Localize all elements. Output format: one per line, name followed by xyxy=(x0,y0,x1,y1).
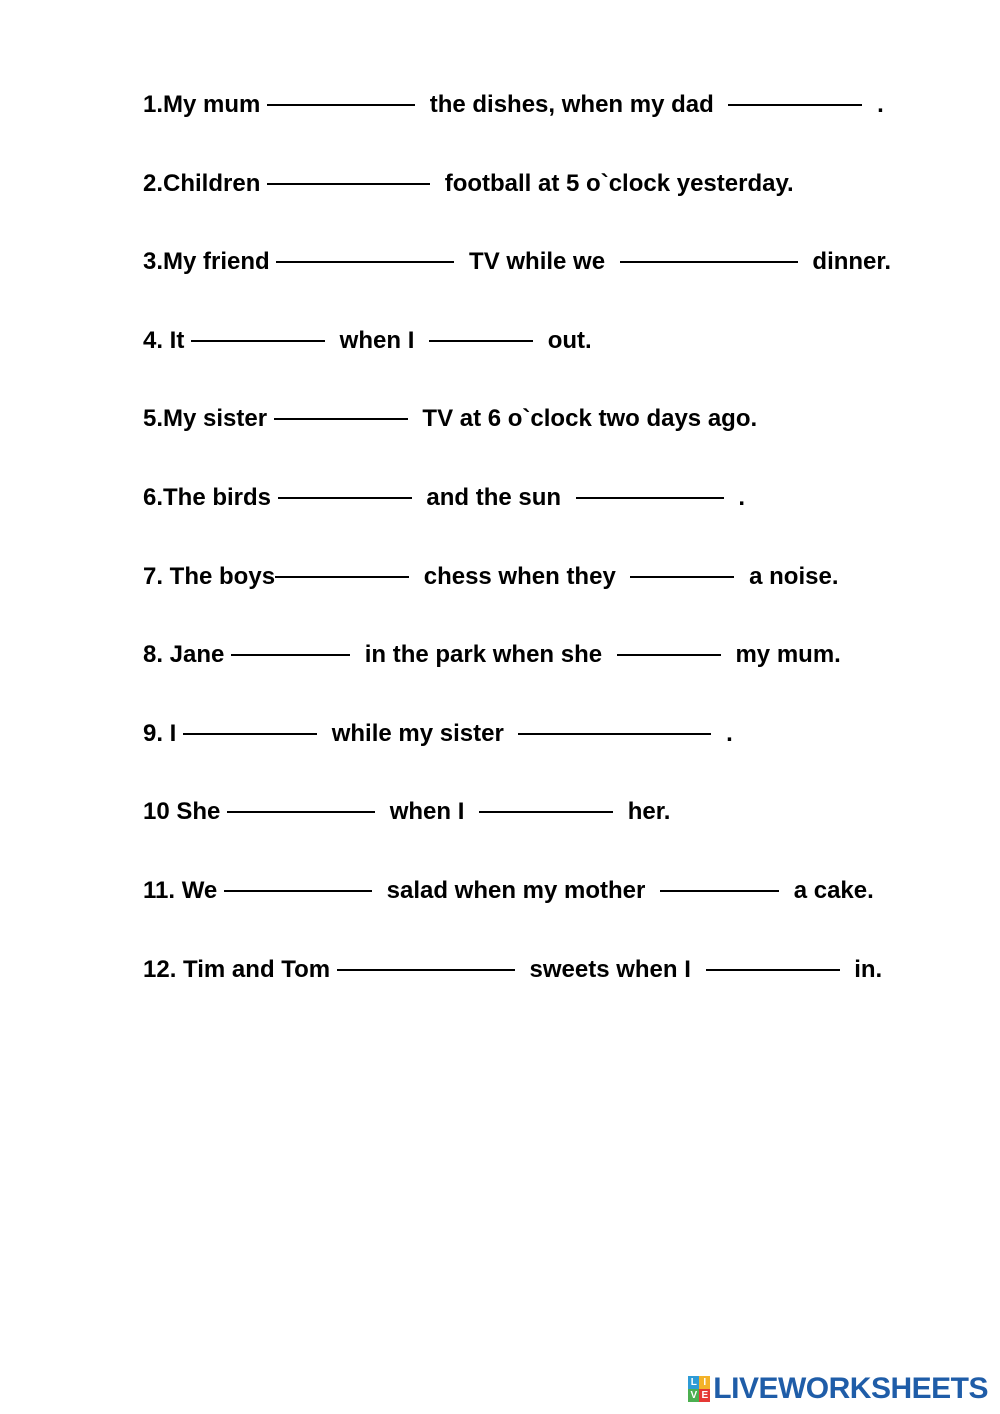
answer-blank[interactable] xyxy=(337,967,515,971)
answer-blank[interactable] xyxy=(227,809,375,813)
answer-blank[interactable] xyxy=(630,574,734,578)
answer-blank[interactable] xyxy=(479,809,613,813)
liveworksheets-logo[interactable] xyxy=(688,1372,988,1406)
sentence-text: my mum. xyxy=(728,641,841,669)
sentence-text: TV at 6 o`clock two days ago. xyxy=(415,405,758,433)
answer-blank[interactable] xyxy=(275,574,409,578)
sentence-text: 12. Tim and Tom xyxy=(143,955,337,983)
sentence-text: 2.Children xyxy=(143,169,268,197)
sentence-text: when I xyxy=(333,326,422,354)
answer-blank[interactable] xyxy=(660,888,779,892)
sentence-text: 7. The boys xyxy=(143,562,276,590)
answer-blank[interactable] xyxy=(274,416,408,420)
answer-blank[interactable] xyxy=(278,495,412,499)
logo-tile: I xyxy=(699,1376,710,1389)
sentence-text: while my sister xyxy=(325,719,511,747)
sentence-2 xyxy=(143,169,943,251)
sentence-5 xyxy=(143,407,943,486)
sentence-10 xyxy=(143,800,943,879)
logo-tile: E xyxy=(699,1389,710,1402)
sentence-11 xyxy=(143,876,943,958)
answer-blank[interactable] xyxy=(620,259,798,263)
sentence-text: 3.My friend xyxy=(143,248,277,276)
sentence-text: her. xyxy=(621,798,671,826)
sentence-4 xyxy=(143,326,943,408)
sentence-text: 5.My sister xyxy=(143,405,274,433)
answer-blank[interactable] xyxy=(429,338,533,342)
logo-tile: L xyxy=(688,1376,699,1389)
brand-name: LIVEWORKSHEETS xyxy=(713,1372,988,1405)
answer-blank[interactable] xyxy=(267,181,430,185)
sentence-text: chess when they xyxy=(417,562,623,590)
sentence-8 xyxy=(143,643,943,722)
sentence-text: 11. We xyxy=(143,876,224,904)
answer-blank[interactable] xyxy=(224,888,372,892)
sentence-text: salad when my mother xyxy=(379,876,653,904)
sentence-text: dinner. xyxy=(805,248,892,276)
sentence-text: . xyxy=(870,91,884,118)
sentence-12 xyxy=(143,955,943,1037)
sentence-text: in. xyxy=(847,955,883,983)
sentence-text: in the park when she xyxy=(358,641,609,669)
answer-blank[interactable] xyxy=(518,731,711,735)
sentence-text: a noise. xyxy=(742,562,839,590)
answer-blank[interactable] xyxy=(191,338,325,342)
sentence-6 xyxy=(143,483,943,565)
sentence-3 xyxy=(143,250,943,329)
answer-blank[interactable] xyxy=(576,495,724,499)
sentence-text: 6.The birds xyxy=(143,483,278,511)
answer-blank[interactable] xyxy=(267,102,415,106)
logo-tile: V xyxy=(688,1389,699,1402)
answer-blank[interactable] xyxy=(183,731,317,735)
sentence-text: 8. Jane xyxy=(143,641,232,669)
sentence-text: 9. I xyxy=(143,719,184,747)
sentence-text: the dishes, when my dad xyxy=(423,91,721,118)
sentence-9 xyxy=(143,719,943,801)
liveworksheets-mark-icon xyxy=(688,1376,710,1402)
sentence-text: sweets when I xyxy=(522,955,698,983)
answer-blank[interactable] xyxy=(231,652,350,656)
answer-blank[interactable] xyxy=(617,652,721,656)
sentence-text: 1.My mum xyxy=(143,91,268,118)
sentence-text: 10 She xyxy=(143,798,228,826)
sentence-7 xyxy=(143,562,943,644)
sentence-text: out. xyxy=(541,326,592,354)
sentence-text: 4. It xyxy=(143,326,192,354)
sentence-text: when I xyxy=(383,798,472,826)
sentence-1 xyxy=(143,93,943,172)
sentence-text: . xyxy=(731,483,746,511)
answer-blank[interactable] xyxy=(276,259,454,263)
sentence-text: TV while we xyxy=(462,248,612,276)
sentence-text: a cake. xyxy=(787,876,874,904)
answer-blank[interactable] xyxy=(706,967,840,971)
sentence-text: and the sun xyxy=(419,483,568,511)
sentence-text: football at 5 o`clock yesterday. xyxy=(438,169,794,197)
worksheet xyxy=(143,93,943,1036)
sentence-text: . xyxy=(719,719,733,747)
answer-blank[interactable] xyxy=(728,102,862,106)
